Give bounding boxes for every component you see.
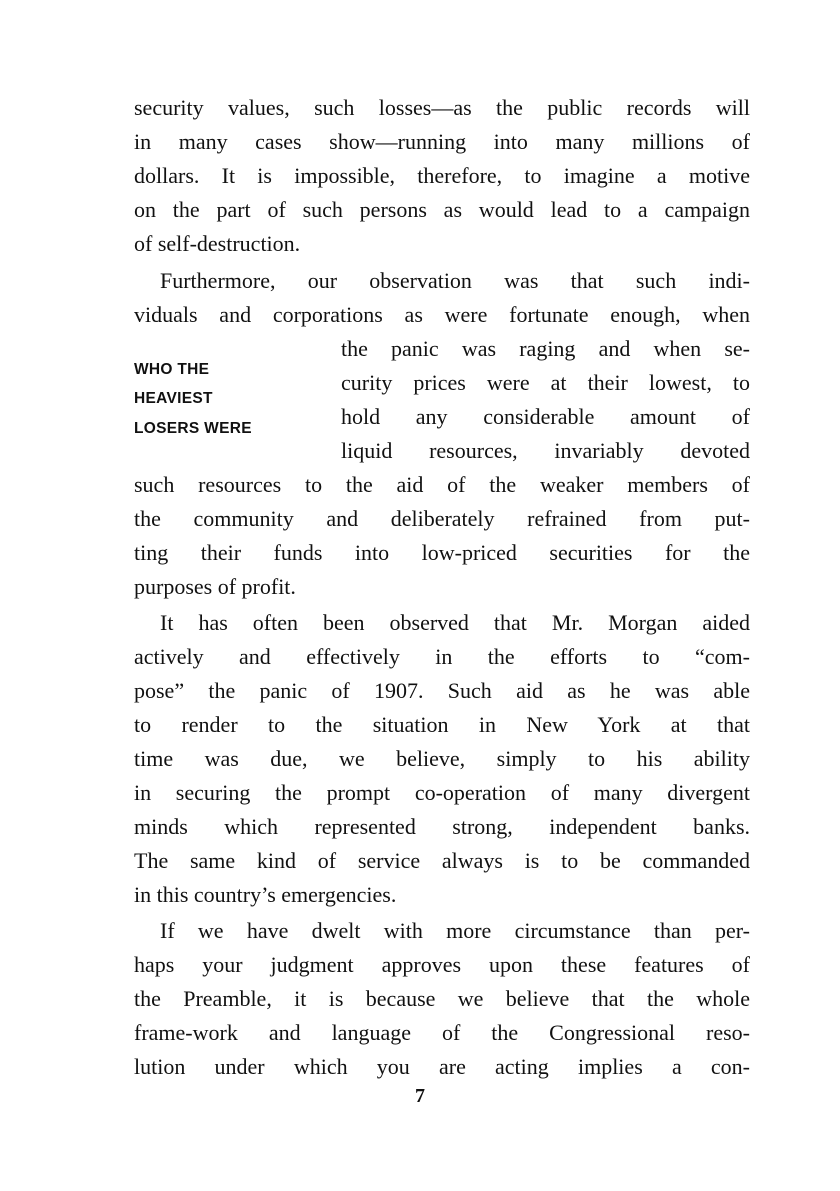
text-line: the community and deliberately refrained from put-	[134, 506, 750, 531]
text-line: lution under which you are acting implies a con-	[134, 1054, 750, 1079]
text-line: The same kind of service always is to be commanded	[134, 848, 750, 873]
text-line: hold any considerable amount of	[341, 404, 750, 429]
text-line: the Preamble, it is because we believe that the whole	[134, 986, 750, 1011]
text-line: security values, such losses—as the public records will	[134, 95, 750, 120]
text-line: ting their funds into low-priced securities for the	[134, 540, 750, 565]
text-line: haps your judgment approves upon these features of	[134, 952, 750, 977]
text-line: in this country’s emergencies.	[134, 882, 397, 907]
text-line: curity prices were at their lowest, to	[341, 370, 750, 395]
text-line: such resources to the aid of the weaker members of	[134, 472, 750, 497]
text-line: It has often been observed that Mr. Morgan aided	[160, 610, 750, 635]
page-number: 7	[415, 1085, 425, 1107]
text-line: the panic was raging and when se-	[341, 336, 750, 361]
text-line: frame-work and language of the Congressional reso-	[134, 1020, 750, 1045]
text-line: of self-destruction.	[134, 231, 301, 256]
text-line: If we have dwelt with more circumstance than per-	[160, 918, 750, 943]
text-line: minds which represented strong, independent banks.	[134, 814, 750, 839]
text-line: on the part of such persons as would lead to a campaign	[134, 197, 750, 222]
side-heading-line: LOSERS WERE	[134, 420, 252, 437]
side-heading-line: WHO THE	[134, 361, 210, 378]
text-line: purposes of profit.	[134, 574, 296, 599]
text-line: pose” the panic of 1907. Such aid as he was able	[134, 678, 750, 703]
text-line: liquid resources, invariably devoted	[341, 438, 750, 463]
text-line: in many cases show—running into many millions of	[134, 129, 750, 154]
text-line: dollars. It is impossible, therefore, to imagine a motive	[134, 163, 750, 188]
text-line: Furthermore, our observation was that such indi-	[160, 268, 750, 293]
text-line: time was due, we believe, simply to his ability	[134, 746, 750, 771]
text-line: to render to the situation in New York at that	[134, 712, 750, 737]
text-line: viduals and corporations as were fortunate enough, when	[134, 302, 750, 327]
text-line: in securing the prompt co-operation of many divergent	[134, 780, 750, 805]
text-line: actively and effectively in the efforts to “com-	[134, 644, 750, 669]
side-heading-line: HEAVIEST	[134, 390, 213, 407]
